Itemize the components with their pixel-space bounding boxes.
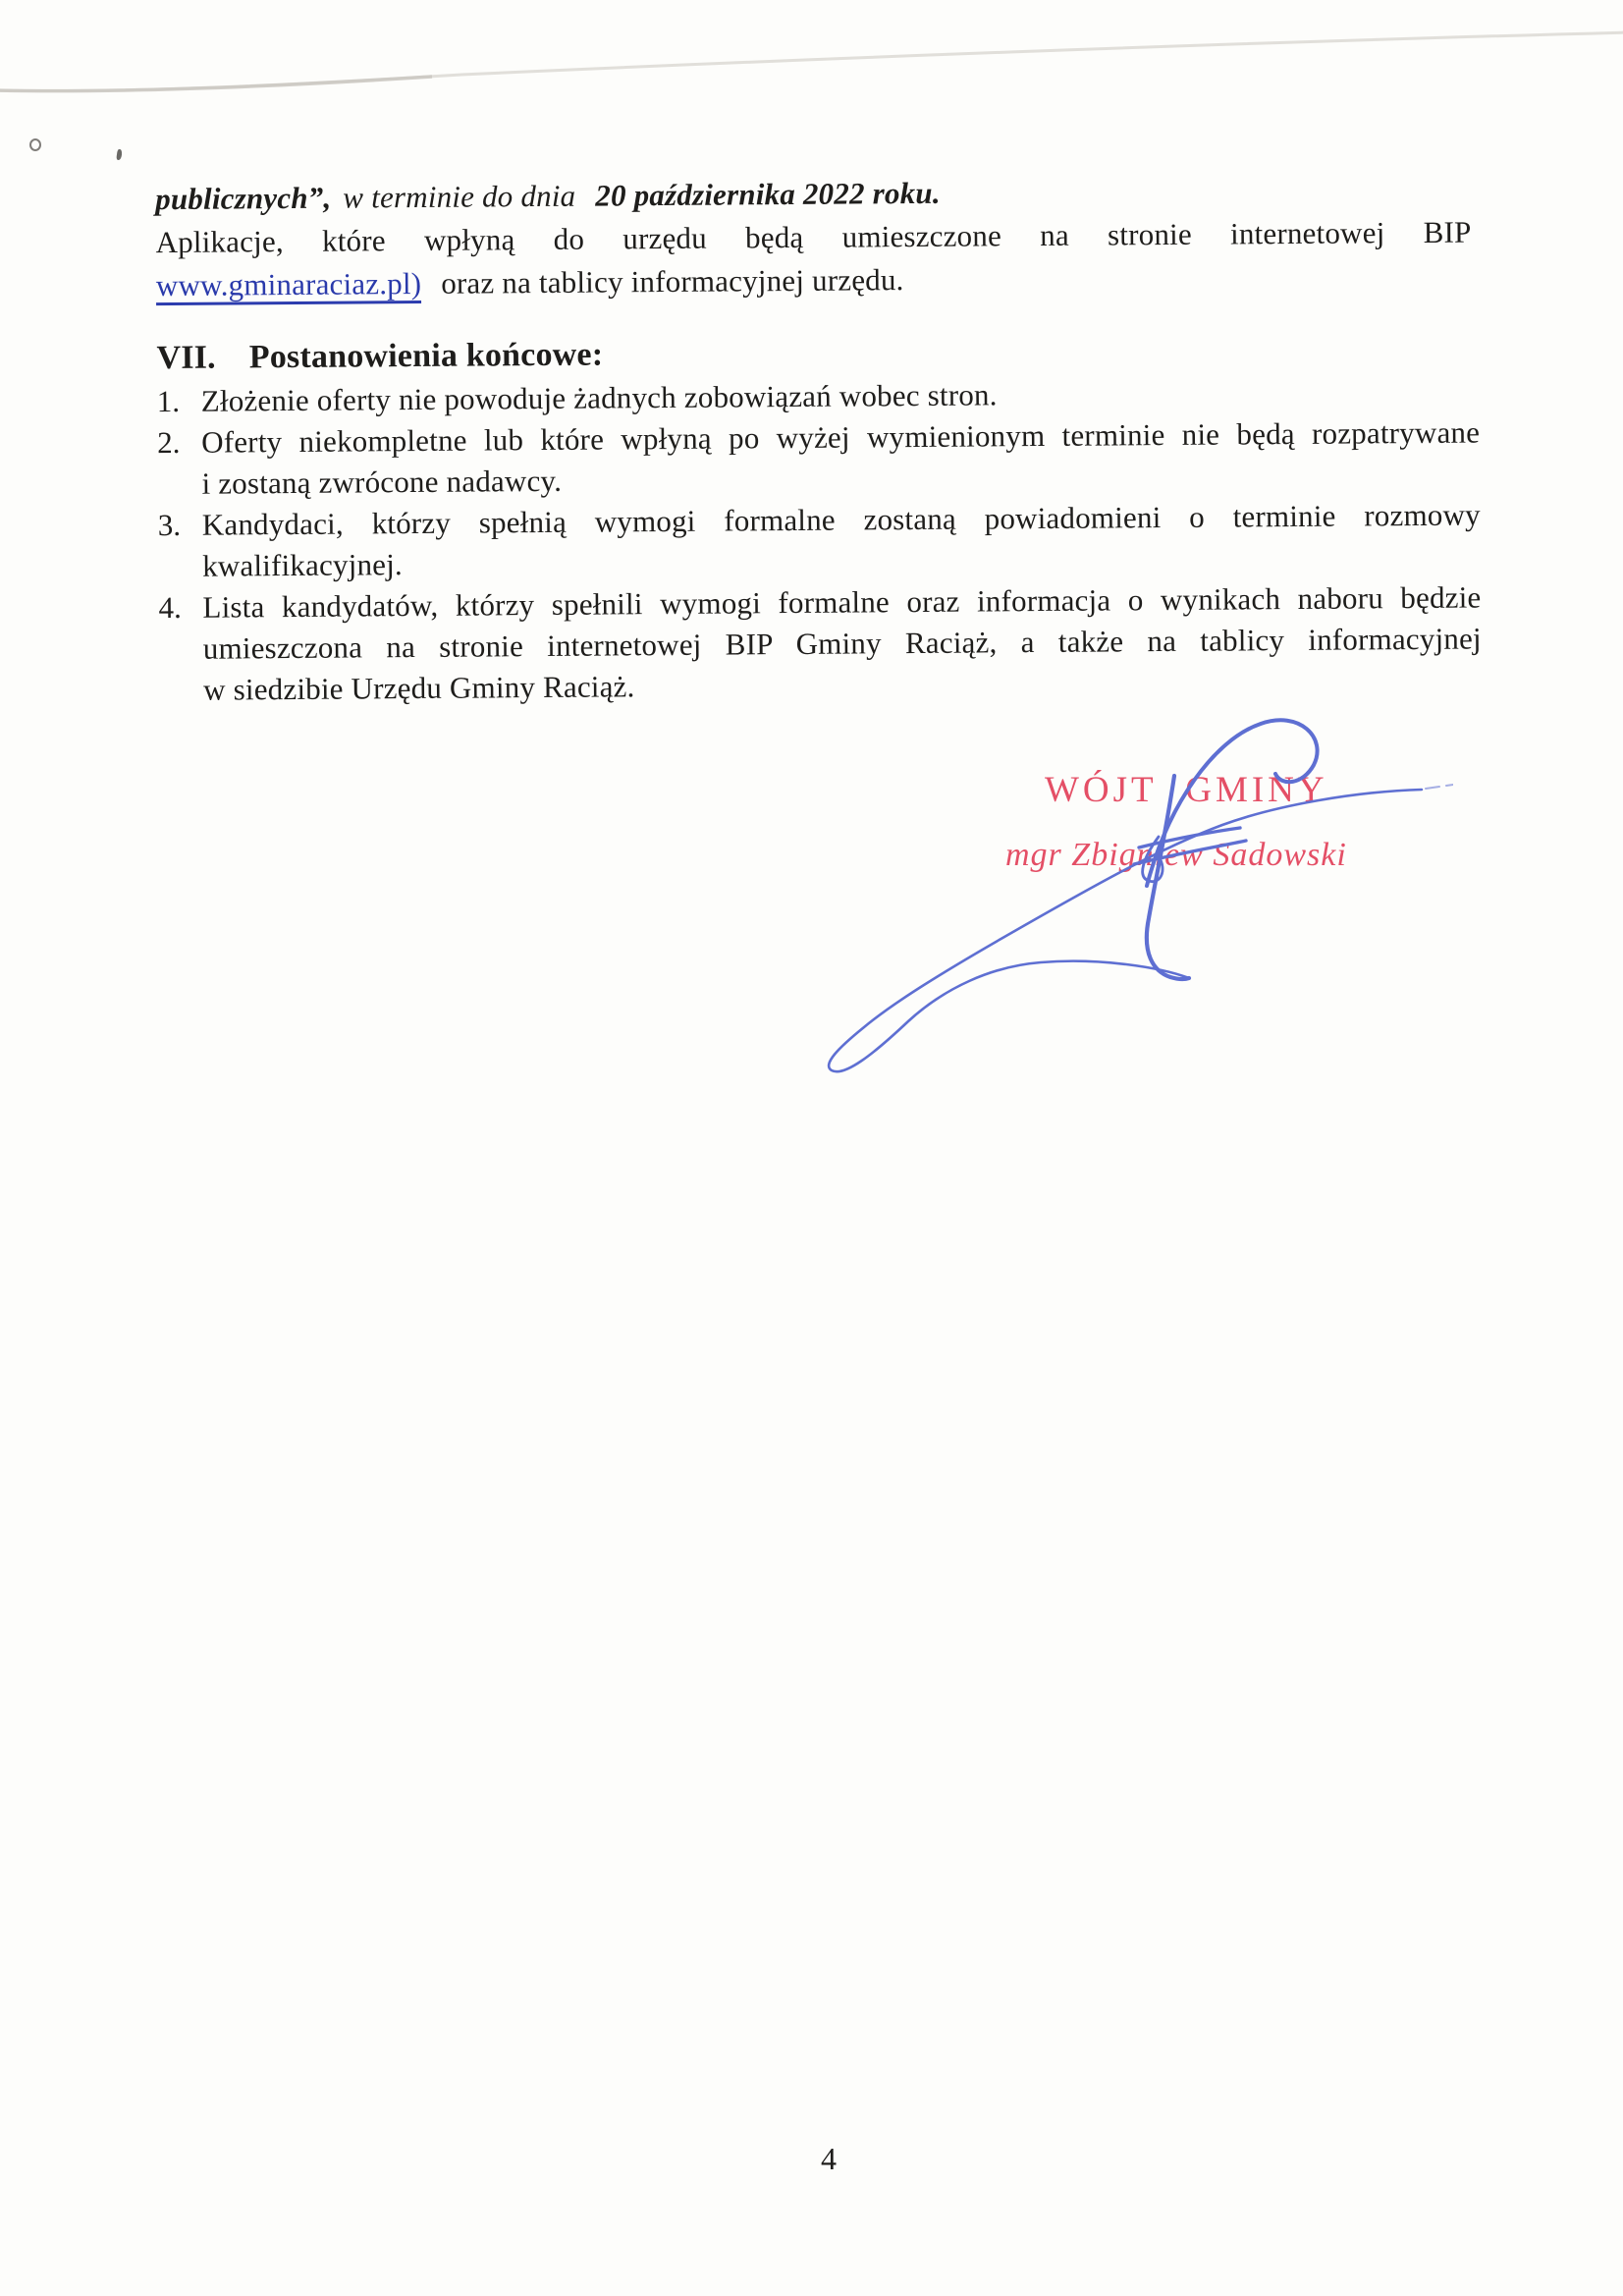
list-item-4-line-3: w siedzibie Urzędu Gminy Raciąż. bbox=[203, 669, 635, 707]
bip-url-link[interactable]: www.gminaraciaz.pl) bbox=[156, 266, 422, 305]
intro-emph-end: 20 października 2022 roku. bbox=[595, 175, 941, 213]
intro-line-3 bbox=[156, 259, 904, 306]
list-item-2-number: 2. bbox=[157, 424, 181, 461]
document-text-block bbox=[0, 0, 1623, 767]
list-item-3-number: 3. bbox=[157, 507, 182, 543]
list-item-4-line-1: Lista kandydatów, którzy spełnili wymogi formalne oraz informacja o wynikach naboru będzie bbox=[202, 579, 1482, 625]
intro-mid: w terminie do dnia bbox=[343, 178, 576, 215]
list-item-4-number: 4. bbox=[158, 589, 182, 626]
list-item-4-line-2: umieszczona na stronie internetowej BIP Gminy Raciąż, a także na tablicy informacyjnej bbox=[202, 621, 1482, 666]
intro-emph-start: publicznych”, bbox=[155, 180, 332, 217]
intro-line-2: Aplikacje, które wpłyną do urzędu będą umieszczone na stronie internetowej BIP bbox=[155, 214, 1472, 260]
intro-line-3-rest: oraz na tablicy informacyjnej urzędu. bbox=[441, 262, 904, 301]
list-item-2-line-2: i zostaną zwrócone nadawcy. bbox=[201, 463, 563, 501]
intro-line-1 bbox=[155, 173, 941, 220]
stamp-title-wojt-gminy: WÓJT GMINY bbox=[1045, 770, 1328, 810]
section-heading bbox=[156, 335, 603, 380]
section-number: VII. bbox=[156, 339, 216, 377]
section-title: Postanowienia końcowe: bbox=[248, 336, 604, 376]
page-number: 4 bbox=[821, 2141, 837, 2176]
list-item-3-line-2: kwalifikacyjnej. bbox=[202, 547, 404, 583]
list-item-3-line-1: Kandydaci, którzy spełnią wymogi formalne zostaną powiadomieni o terminie rozmowy bbox=[201, 497, 1481, 542]
stamp-name-mgr-zbigniew-sadowski: mgr Zbigniew Sadowski bbox=[1005, 837, 1347, 873]
list-item-1-number: 1. bbox=[156, 383, 181, 419]
list-item-1-line-1: Złożenie oferty nie powoduje żadnych zobowiązań wobec stron. bbox=[200, 377, 998, 418]
list-item-2-line-1: Oferty niekompletne lub które wpłyną po wyżej wymienionym terminie nie będą rozpatrywane bbox=[201, 414, 1481, 460]
